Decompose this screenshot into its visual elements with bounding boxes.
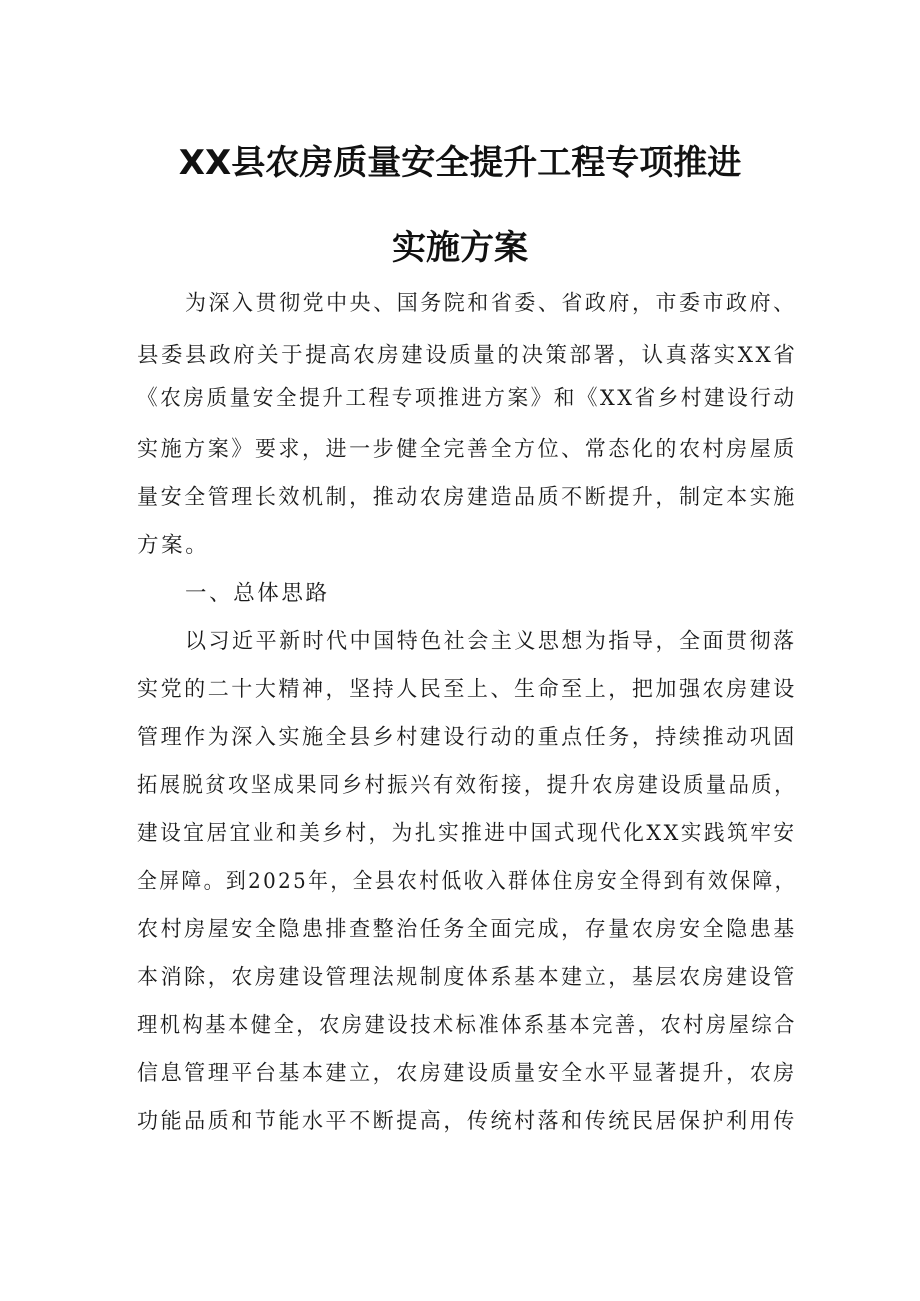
paragraph-3-line-3: 管理作为深入实施全县乡村建设行动的重点任务，持续推动巩固: [137, 725, 797, 750]
section-heading-overall-approach: 一、总体思路: [185, 581, 330, 606]
paragraph-3-line-5: 建设宜居宜业和美乡村，为扎实推进中国式现代化XX实践筑牢安: [137, 821, 797, 846]
document-title-line-2: 实施方案: [392, 228, 528, 268]
paragraph-1-line-3: 《农房质量安全提升工程专项推进方案》和《XX省乡村建设行动: [137, 386, 797, 411]
paragraph-3-line-10: 信息管理平台基本建立，农房建设质量安全水平显著提升，农房: [137, 1061, 797, 1086]
paragraph-1-line-6: 方案。: [137, 533, 210, 558]
paragraph-1-line-1: 为深入贯彻党中央、国务院和省委、省政府，市委市政府、: [185, 291, 797, 316]
paragraph-3-line-1: 以习近平新时代中国特色社会主义思想为指导，全面贯彻落: [185, 629, 797, 654]
paragraph-1-line-5: 量安全管理长效机制，推动农房建造品质不断提升，制定本实施: [137, 485, 797, 510]
document-title-line-1: XX县农房质量安全提升工程专项推进: [178, 143, 742, 183]
paragraph-3-line-8: 本消除，农房建设管理法规制度体系基本建立，基层农房建设管: [137, 965, 797, 990]
paragraph-1-line-4: 实施方案》要求，进一步健全完善全方位、常态化的农村房屋质: [137, 437, 797, 462]
paragraph-3-line-11: 功能品质和节能水平不断提高，传统村落和传统民居保护利用传: [137, 1109, 797, 1134]
paragraph-3-line-6: 全屏障。到2025年，全县农村低收入群体住房安全得到有效保障，: [137, 869, 797, 894]
paragraph-3-line-7: 农村房屋安全隐患排查整治任务全面完成，存量农房安全隐患基: [137, 917, 797, 942]
paragraph-1-line-2: 县委县政府关于提高农房建设质量的决策部署，认真落实XX省: [137, 343, 798, 368]
paragraph-3-line-2: 实党的二十大精神，坚持人民至上、生命至上，把加强农房建设: [137, 677, 797, 702]
paragraph-3-line-9: 理机构基本健全，农房建设技术标准体系基本完善，农村房屋综合: [137, 1013, 797, 1038]
paragraph-3-line-4: 拓展脱贫攻坚成果同乡村振兴有效衔接，提升农房建设质量品质，: [137, 773, 797, 798]
